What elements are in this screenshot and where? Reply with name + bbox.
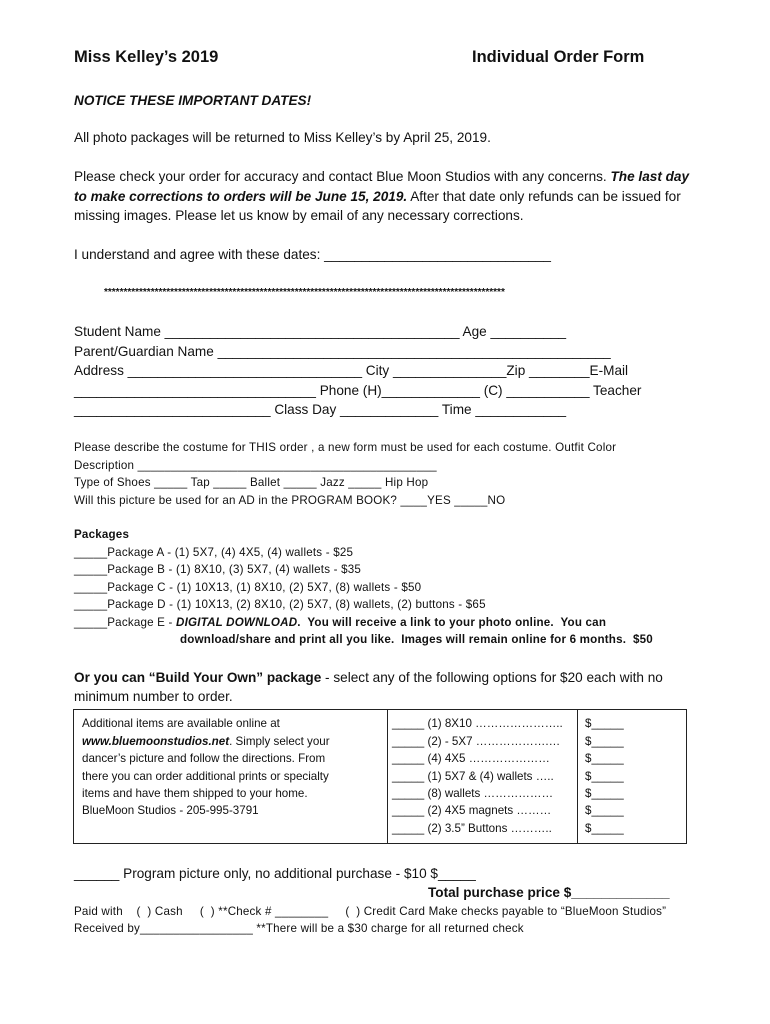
notice-heading: NOTICE THESE IMPORTANT DATES! — [74, 93, 312, 108]
packages-heading: Packages — [74, 528, 130, 541]
option-price-blank[interactable]: $_____ — [585, 770, 624, 783]
build-your-own-table — [73, 709, 687, 844]
info-text: Additional items are available online at — [82, 717, 280, 730]
costume-instructions: Please describe the costume for THIS order , a new form must be used for each costume. Outfit Color — [74, 441, 617, 454]
address-line[interactable]: Address _______________________________ City _______________Zip ________E-Mail — [74, 363, 629, 378]
separator-stars: ******************************************************************************************************* — [104, 287, 505, 298]
student-name-line[interactable]: Student Name _______________________________________ Age __________ — [74, 324, 567, 339]
payment-method-line[interactable]: Paid with ( ) Cash ( ) **Check # ________ ( ) Credit Card Make checks payable to “BlueMoon Studios” — [74, 905, 667, 918]
build-your-own-text: Or you can “Build Your Own” package - select any of the following options for $20 each with no — [74, 670, 663, 685]
studio-contact: BlueMoon Studios - 205-995-3791 — [82, 804, 259, 817]
option-price-blank[interactable]: $_____ — [585, 804, 624, 817]
package-e-details: download/share and print all you like. Images will remain online for 6 months. $50 — [180, 633, 653, 646]
total-price-line[interactable]: Total purchase price $_____________ — [428, 885, 670, 900]
parent-name-line[interactable]: Parent/Guardian Name ____________________________________________________ — [74, 344, 611, 359]
costume-description-line[interactable]: Description _____________________________________________ — [74, 459, 437, 472]
agree-signature-line[interactable]: I understand and agree with these dates: ______________________________ — [74, 247, 551, 262]
option-price-blank[interactable]: $_____ — [585, 787, 624, 800]
option-line[interactable]: _____ (8) wallets ……………… — [392, 787, 554, 800]
received-by-line[interactable]: Received by_________________ **There will be a $30 charge for all returned check — [74, 922, 524, 935]
info-text: items and have them shipped to your home. — [82, 787, 308, 800]
info-text: dancer’s picture and follow the directions. From — [82, 752, 326, 765]
website-line: www.bluemoonstudios.net. Simply select your — [82, 735, 330, 748]
package-d-line[interactable]: _____Package D - (1) 10X13, (2) 8X10, (2) 5X7, (8) wallets, (2) buttons - $65 — [74, 598, 486, 611]
shoe-type-line[interactable]: Type of Shoes _____ Tap _____ Ballet _____ Jazz _____ Hip Hop — [74, 476, 429, 489]
option-line[interactable]: _____ (1) 8X10 ………………….. — [392, 717, 563, 730]
build-your-own-text-2: minimum number to order. — [74, 689, 233, 704]
option-price-blank[interactable]: $_____ — [585, 822, 624, 835]
info-text: there you can order additional prints or specialty — [82, 770, 329, 783]
option-line[interactable]: _____ (2) 4X5 magnets ……… — [392, 804, 552, 817]
program-picture-line[interactable]: ______ Program picture only, no additional purchase - $10 $_____ — [74, 866, 476, 881]
phone-line[interactable]: ________________________________ Phone (H)_____________ (C) ___________ Teacher — [74, 383, 642, 398]
table-divider — [577, 710, 578, 843]
option-line[interactable]: _____ (2) 3.5” Buttons ……….. — [392, 822, 552, 835]
form-owner-title: Miss Kelley’s 2019 — [74, 48, 219, 66]
option-price-blank[interactable]: $_____ — [585, 752, 624, 765]
website-link[interactable]: www.bluemoonstudios.net — [82, 735, 230, 748]
option-line[interactable]: _____ (2) - 5X7 ……………….… — [392, 735, 561, 748]
table-divider — [387, 710, 388, 843]
package-c-line[interactable]: _____Package C - (1) 10X13, (1) 8X10, (2) 5X7, (8) wallets - $50 — [74, 581, 422, 594]
check-order-text: Please check your order for accuracy and contact Blue Moon Studios with any concerns. The last day — [74, 169, 690, 184]
program-book-ad-line[interactable]: Will this picture be used for an AD in the PROGRAM BOOK? ____YES _____NO — [74, 494, 506, 507]
package-e-line[interactable]: _____Package E - DIGITAL DOWNLOAD. You will receive a link to your photo online. You can — [74, 616, 607, 629]
correction-deadline-text: to make corrections to orders will be June 15, 2019. After that date only refunds can be issued for — [74, 189, 681, 204]
package-a-line[interactable]: _____Package A - (1) 5X7, (4) 4X5, (4) wallets - $25 — [74, 546, 354, 559]
option-price-blank[interactable]: $_____ — [585, 735, 624, 748]
returned-date-text: All photo packages will be returned to Miss Kelley’s by April 25, 2019. — [74, 130, 491, 145]
package-b-line[interactable]: _____Package B - (1) 8X10, (3) 5X7, (4) wallets - $35 — [74, 563, 362, 576]
option-line[interactable]: _____ (4) 4X5 ………………… — [392, 752, 550, 765]
option-price-blank[interactable]: $_____ — [585, 717, 624, 730]
missing-images-text: missing images. Please let us know by email of any necessary corrections. — [74, 208, 524, 223]
option-line[interactable]: _____ (1) 5X7 & (4) wallets ….. — [392, 770, 554, 783]
form-title: Individual Order Form — [472, 48, 645, 66]
class-day-line[interactable]: __________________________ Class Day _____________ Time ____________ — [74, 402, 567, 417]
